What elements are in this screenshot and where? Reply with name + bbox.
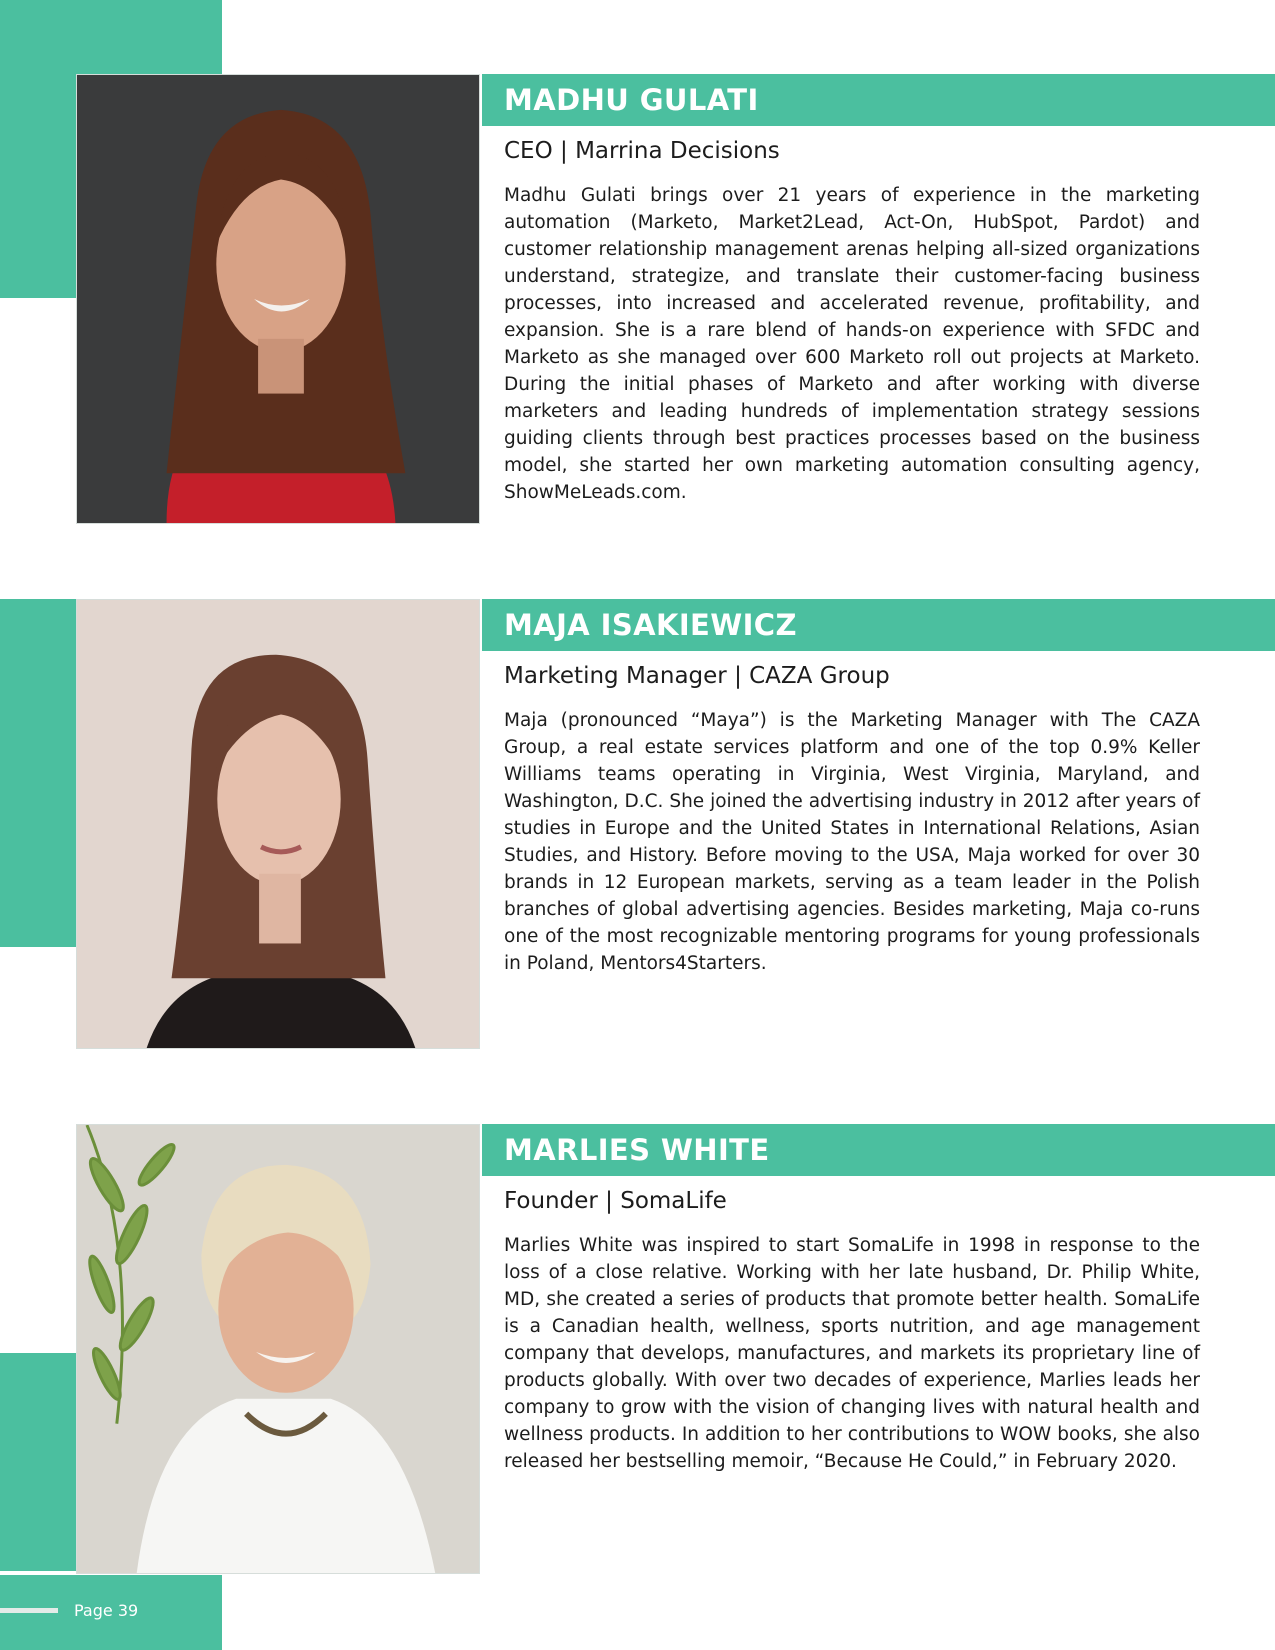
profile-bio: Maja (pronounced “Maya”) is the Marketing Manager with The CAZA Group, a real estate services platform and one of the top 0.9% Keller Williams teams operating in Virginia, West Virginia, Maryland, and Washington, D.C. She joined the advertising industry in 2012 after years of studies in Europe and the United States in International Relations, Asian Studies, and History. Before moving to the USA, Maja worked for over 30 brands in 12 European markets, serving as a team leader in the Polish branches of global advertising agencies. Besides marketing, Maja co-runs one of the most recognizable mentoring programs for young professionals in Poland, Mentors4Starters. xyxy=(504,710,1200,974)
profile-name: MAJA ISAKIEWICZ xyxy=(482,599,1275,651)
profile-role: CEO | Marrina Decisions xyxy=(504,138,780,164)
profile-role: Founder | SomaLife xyxy=(504,1188,727,1214)
profile-card-maja-isakiewicz xyxy=(0,599,1275,1049)
portrait-photo xyxy=(76,599,480,1049)
footer-rule xyxy=(0,1608,58,1613)
profile-name: MARLIES WHITE xyxy=(482,1124,1275,1176)
profile-card-marlies-white xyxy=(0,1124,1275,1574)
profile-card-madhu-gulati xyxy=(0,74,1275,524)
page-number: Page 39 xyxy=(74,1601,139,1620)
portrait-photo xyxy=(76,74,480,524)
profile-name: MADHU GULATI xyxy=(482,74,1275,126)
profile-bio: Marlies White was inspired to start SomaLife in 1998 in response to the loss of a close relative. Working with her late husband, Dr. Philip White, MD, she created a series of products that promote better health. SomaLife is a Canadian health, wellness, sports nutrition, and age management company that develops, manufactures, and markets its proprietary line of products globally. With over two decades of experience, Marlies leads her company to grow with the vision of changing lives with natural health and wellness products. In addition to her contributions to WOW books, she also released her bestselling memoir, “Because He Could,” in February 2020. xyxy=(504,1235,1200,1472)
profile-role: Marketing Manager | CAZA Group xyxy=(504,663,890,689)
portrait-photo xyxy=(76,1124,480,1574)
profile-bio: Madhu Gulati brings over 21 years of experience in the marketing automation (Marketo, Market2Lead, Act-On, HubSpot, Pardot) and customer relationship management arenas helping all-sized organizations understand, strategize, and translate their customer-facing business processes, into increased and accelerated revenue, profitability, and expansion. She is a rare blend of hands-on experience with SFDC and Marketo as she managed over 600 Marketo roll out projects at Marketo. During the initial phases of Marketo and after working with diverse marketers and leading hundreds of implementation strategy sessions guiding clients through best practices processes based on the business model, she started her own marketing automation consulting agency, ShowMeLeads.com. xyxy=(504,185,1200,503)
